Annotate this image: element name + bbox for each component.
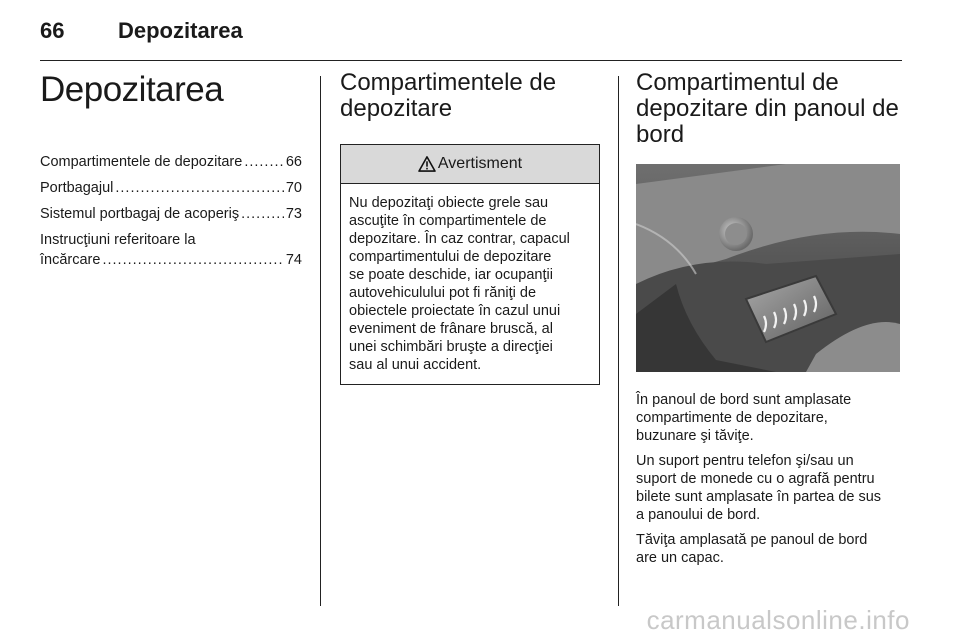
column-divider-2	[618, 76, 619, 606]
column-divider-1	[320, 76, 321, 606]
section-title-line: Compartimentul de	[636, 69, 839, 96]
warning-line: unei schimbări bruşte a direcţiei	[349, 339, 553, 355]
page-number: 66	[40, 18, 65, 43]
warning-line: autovehiculului pot fi răniţi de	[349, 285, 537, 301]
toc-leader	[102, 250, 283, 270]
toc-item[interactable]	[40, 178, 302, 198]
warning-line: obiectele proiectate în cazul unui	[349, 303, 561, 319]
section-title-line: Compartimentele de	[340, 69, 557, 96]
warning-line: se poate deschide, iar ocupanţii	[349, 267, 553, 283]
warning-line: compartimentului de depozitare	[349, 249, 552, 265]
section-title-line: bord	[636, 121, 685, 148]
warning-line: ascuţite în compartimentele de	[349, 213, 547, 229]
warning-triangle-icon	[418, 156, 436, 172]
toc-item[interactable]	[40, 204, 302, 224]
running-title: Depozitarea	[118, 18, 243, 43]
section-title-line: depozitare din panoul de	[636, 95, 899, 122]
column-2	[340, 70, 602, 385]
toc-item-label: Sistemul portbagaj de acoperiş	[40, 206, 240, 222]
paragraph-line: compartimente de depozitare,	[636, 410, 828, 426]
toc-leader	[244, 152, 284, 172]
paragraph-line: Tăviţa amplasată pe panoul de bord	[636, 532, 868, 548]
toc-item[interactable]	[40, 230, 302, 270]
toc-leader	[115, 178, 284, 198]
header-divider	[40, 60, 902, 61]
paragraph	[636, 452, 902, 524]
paragraph-line: Un suport pentru telefon şi/sau un	[636, 453, 854, 469]
paragraph-line: În panoul de bord sunt amplasate	[636, 392, 852, 408]
paragraph-line: bilete sunt amplasate în partea de sus	[636, 489, 882, 505]
toc-item-page: 70	[285, 180, 302, 196]
watermark: carmanualsonline.info	[646, 605, 910, 635]
toc-item-label-line1: Instrucţiuni referitoare la	[40, 232, 196, 248]
toc-item-page: 74	[285, 252, 302, 268]
warning-box	[340, 144, 600, 385]
section-title-line: depozitare	[340, 95, 453, 122]
toc-leader	[241, 204, 284, 224]
chapter-title: Depozitarea	[40, 70, 224, 109]
paragraph-line: buzunare şi tăviţe.	[636, 428, 754, 444]
table-of-contents	[40, 152, 302, 270]
toc-item-page: 66	[285, 154, 302, 170]
warning-line: Nu depozitaţi obiecte grele sau	[349, 195, 549, 211]
paragraph	[636, 531, 902, 567]
paragraph-line: a panoului de bord.	[636, 507, 761, 523]
toc-item-page: 73	[285, 206, 302, 222]
section-title	[340, 70, 602, 122]
warning-header	[341, 145, 599, 184]
column-1	[40, 70, 302, 276]
toc-item-label: Portbagajul	[40, 180, 114, 196]
warning-line: depozitare. În caz contrar, capacul	[349, 231, 570, 247]
dashboard-storage-photo	[636, 164, 900, 372]
warning-text	[341, 184, 599, 384]
page-header	[40, 18, 920, 48]
paragraph-line: are un capac.	[636, 550, 724, 566]
section-title	[636, 70, 902, 148]
warning-line: eveniment de frânare bruscă, al	[349, 321, 553, 337]
paragraph	[636, 391, 902, 445]
warning-title: Avertisment	[437, 155, 523, 172]
toc-item-label: Compartimentele de depozitare	[40, 154, 243, 170]
warning-line: sau al unui accident.	[349, 357, 482, 373]
toc-item[interactable]	[40, 152, 302, 172]
paragraph-line: suport de monede cu o agrafă pentru	[636, 471, 875, 487]
toc-item-label: încărcare	[40, 252, 101, 268]
column-3	[636, 70, 902, 574]
